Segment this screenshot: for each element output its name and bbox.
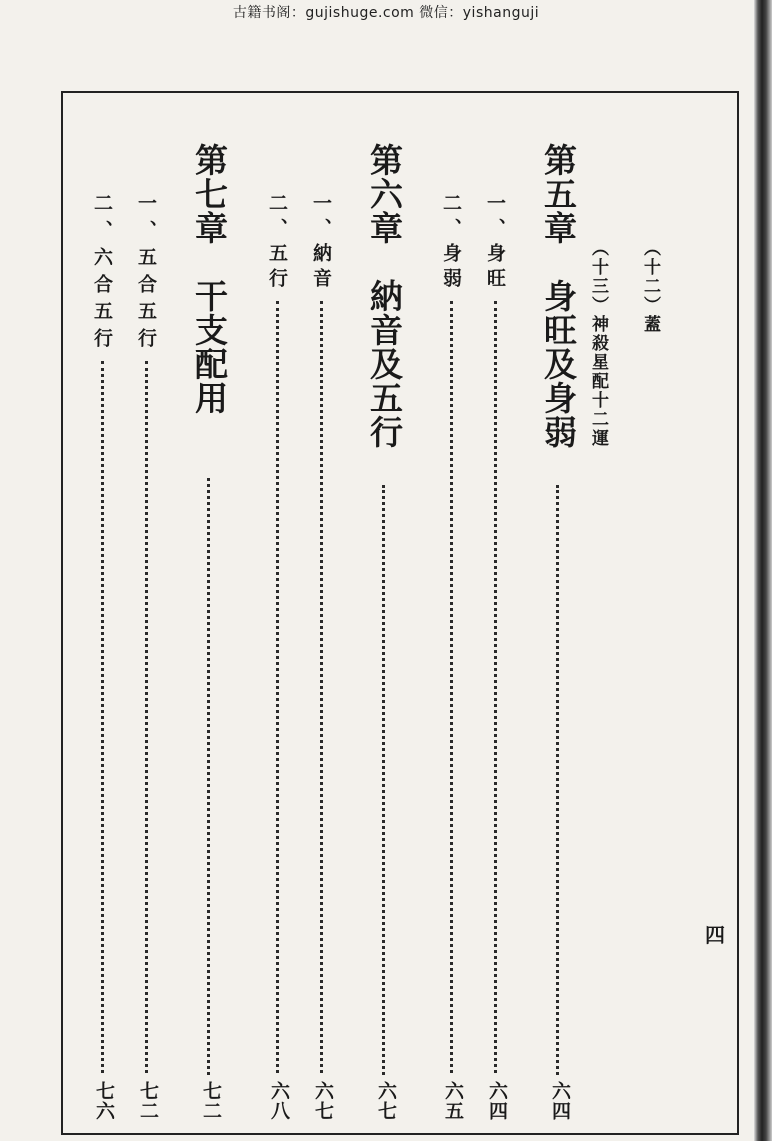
book-spine-edge — [754, 0, 772, 1141]
toc-leader-ch7-s1 — [145, 361, 148, 1073]
toc-page-ch6-s1: 六七 — [312, 1081, 334, 1121]
toc-entry-item-13: （十三）神殺星配十二運 — [588, 239, 608, 448]
toc-entry-item-12: （十二）蓋 — [640, 239, 660, 334]
toc-section-7-2: 二、六合五行 — [91, 193, 113, 355]
toc-section-6-2: 二、五行 — [266, 193, 288, 293]
toc-section-5-1: 一、身旺 — [484, 193, 506, 293]
toc-page-ch7: 七二 — [200, 1081, 222, 1121]
toc-page-ch5-s1: 六四 — [486, 1081, 508, 1121]
toc-chapter-6-title: 第六章 納音及五行 — [365, 143, 404, 449]
toc-chapter-7-title: 第七章 干支配用 — [190, 143, 229, 415]
page-frame — [61, 91, 739, 1135]
toc-page-ch6: 六七 — [375, 1081, 397, 1121]
toc-leader-ch6 — [382, 485, 385, 1075]
watermark-text: 古籍书阁：gujishuge.com 微信：yishanguji — [232, 5, 540, 21]
toc-leader-ch5 — [556, 485, 559, 1075]
toc-page-ch6-s2: 六八 — [268, 1081, 290, 1121]
toc-section-7-1: 一、五合五行 — [135, 193, 157, 355]
toc-page-ch5: 六四 — [549, 1081, 571, 1121]
page-folio-number: 四 — [705, 923, 725, 947]
toc-page-ch7-s1: 七二 — [137, 1081, 159, 1121]
toc-leader-ch7-s2 — [101, 361, 104, 1073]
toc-leader-ch6-s1 — [320, 301, 323, 1073]
toc-leader-ch5-s1 — [494, 301, 497, 1073]
toc-chapter-5-title: 第五章 身旺及身弱 — [539, 143, 578, 449]
toc-page-ch7-s2: 七六 — [93, 1081, 115, 1121]
toc-leader-ch6-s2 — [276, 301, 279, 1073]
toc-page-ch5-s2: 六五 — [442, 1081, 464, 1121]
toc-leader-ch5-s2 — [450, 301, 453, 1073]
toc-leader-ch7 — [207, 478, 210, 1075]
toc-section-5-2: 二、身弱 — [440, 193, 462, 293]
toc-section-6-1: 一、納音 — [310, 193, 332, 293]
